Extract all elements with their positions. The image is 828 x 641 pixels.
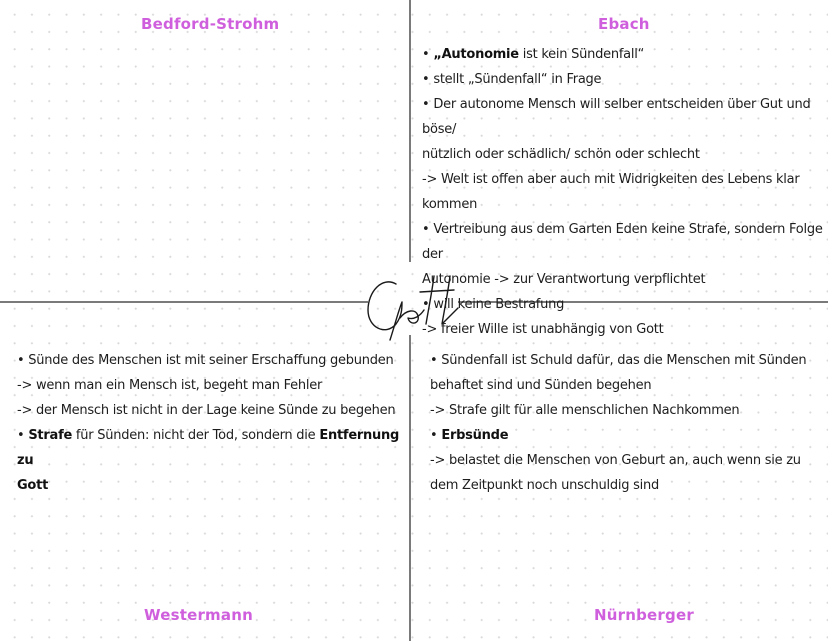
- ebach-notes: [422, 42, 824, 342]
- ebach-line-7: Autonomie -> zur Verantwortung verpflichtet: [422, 272, 706, 287]
- ebach-line-4: nützlich oder schädlich/ schön oder schlecht: [422, 147, 700, 162]
- ebach-line-1: • „Autonomie ist kein Sündenfall“: [422, 47, 645, 62]
- nuernberger-line-5: -> belastet die Menschen von Geburt an, auch wenn sie zu: [430, 453, 801, 468]
- ebach-line-6: • Vertreibung aus dem Garten Eden keine Strafe, sondern Folge der: [422, 222, 823, 262]
- westermann-line-2: -> wenn man ein Mensch ist, begeht man Fehler: [17, 378, 323, 393]
- nuernberger-notes: [430, 348, 822, 498]
- ebach-line-3: • Der autonome Mensch will selber entscheiden über Gut und böse/: [422, 97, 811, 137]
- westermann-line-4: • Strafe für Sünden: nicht der Tod, sondern die Entfernung zu: [17, 428, 400, 468]
- westermann-line-1: • Sünde des Menschen ist mit seiner Erschaffung gebunden: [17, 353, 394, 368]
- horizontal-divider-left: [0, 301, 368, 303]
- heading-nuernberger: Nürnberger: [594, 606, 694, 624]
- ebach-line-8: • will keine Bestrafung: [422, 297, 565, 312]
- nuernberger-line-1: • Sündenfall ist Schuld dafür, das die Menschen mit Sünden: [430, 353, 807, 368]
- vertical-divider-lower: [409, 335, 411, 641]
- heading-bedford-strohm: Bedford-Strohm: [141, 15, 280, 33]
- nuernberger-line-3: -> Strafe gilt für alle menschlichen Nachkommen: [430, 403, 740, 418]
- westermann-line-5: Gott: [17, 478, 49, 493]
- heading-ebach: Ebach: [598, 15, 650, 33]
- nuernberger-line-6: dem Zeitpunkt noch unschuldig sind: [430, 478, 659, 493]
- heading-westermann: Westermann: [144, 606, 253, 624]
- ebach-line-9: -> freier Wille ist unabhängig von Gott: [422, 322, 664, 337]
- ebach-line-2: • stellt „Sündenfall“ in Frage: [422, 72, 602, 87]
- westermann-notes: [17, 348, 402, 498]
- nuernberger-line-2: behaftet sind und Sünden begehen: [430, 378, 652, 393]
- vertical-divider: [409, 0, 411, 262]
- ebach-line-5: -> Welt ist offen aber auch mit Widrigkeiten des Lebens klar kommen: [422, 172, 800, 212]
- westermann-line-3: -> der Mensch ist nicht in der Lage keine Sünde zu begehen: [17, 403, 396, 418]
- nuernberger-line-4: • Erbsünde: [430, 428, 509, 443]
